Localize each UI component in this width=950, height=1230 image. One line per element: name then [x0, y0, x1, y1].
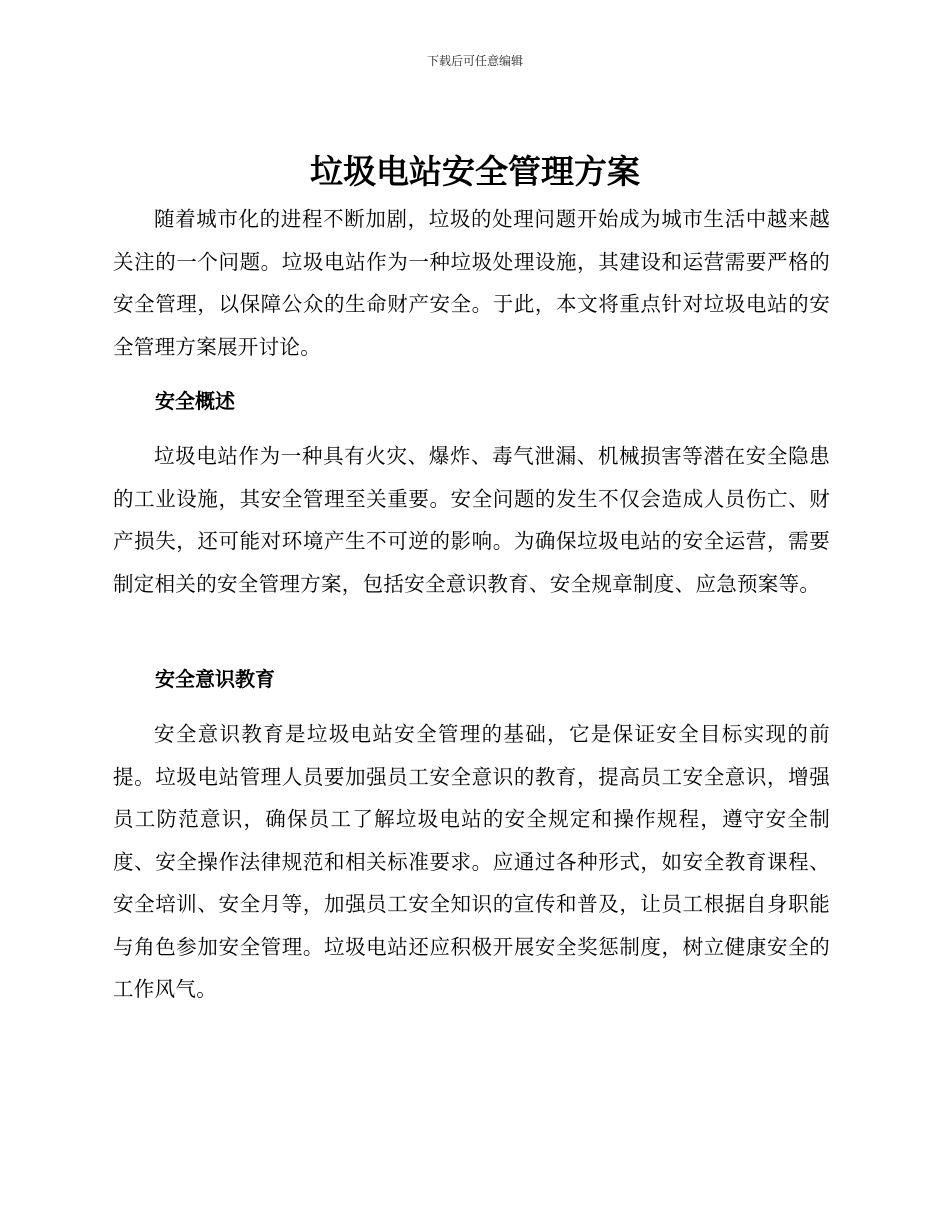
- section-body-block: [113, 435, 830, 605]
- section-heading-block: [113, 380, 830, 422]
- section-paragraph-overview: 垃圾电站作为一种具有火灾、爆炸、毒气泄漏、机械损害等潜在安全隐患的工业设施，其安全管理至关重要。安全问题的发生不仅会造成人员伤亡、财产损失，还可能对环境产生不可逆的影响。为确保垃圾电站的安全运营，需要制定相关的安全管理方案，包括安全意识教育、安全规章制度、应急预案等。: [113, 444, 830, 596]
- section-heading-block: [113, 658, 830, 700]
- document-title: 垃圾电站安全管理方案: [310, 152, 640, 191]
- section-paragraph-awareness: 安全意识教育是垃圾电站安全管理的基础，它是保证安全目标实现的前提。垃圾电站管理人员要加强员工安全意识的教育，提高员工安全意识，增强员工防范意识，确保员工了解垃圾电站的安全规定和操作规程，遵守安全制度、安全操作法律规范和相关标准要求。应通过各种形式，如安全教育课程、安全培训、安全月等，加强员工安全知识的宣传和普及，让员工根据自身职能与角色参加安全管理。垃圾电站还应积极开展安全奖惩制度，树立健康安全的工作风气。: [113, 722, 830, 1001]
- section-body-block: [113, 713, 830, 1011]
- section-heading-overview: 安全概述: [155, 389, 235, 413]
- intro-paragraph-block: [113, 198, 830, 368]
- intro-paragraph: 随着城市化的进程不断加剧，垃圾的处理问题开始成为城市生活中越来越关注的一个问题。垃圾电站作为一种垃圾处理设施，其建设和运营需要严格的安全管理，以保障公众的生命财产安全。于此，本文将重点针对垃圾电站的安全管理方案展开讨论。: [113, 207, 830, 359]
- section-heading-awareness: 安全意识教育: [155, 667, 275, 691]
- header-note: 下载后可任意编辑: [426, 54, 523, 68]
